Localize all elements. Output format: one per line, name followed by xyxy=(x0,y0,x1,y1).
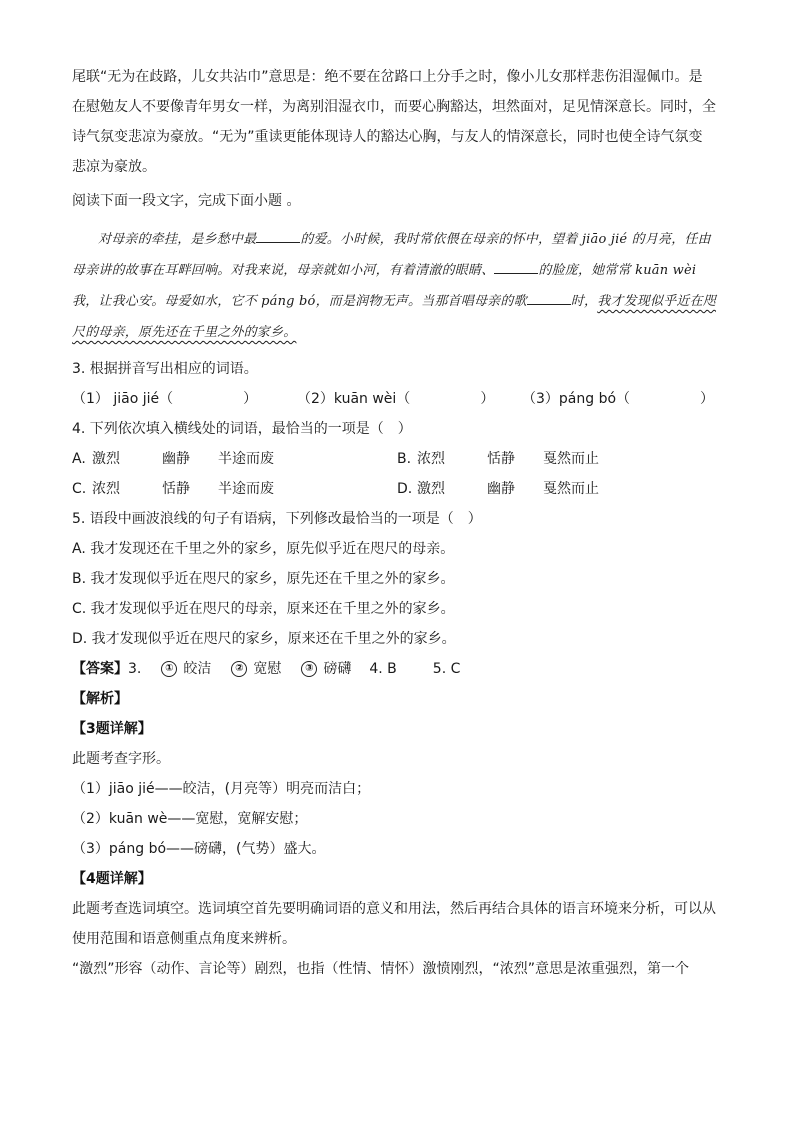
question-4-stem: 4. 下列依次填入横线处的词语，最恰当的一项是（ ） xyxy=(72,421,412,437)
option-a[interactable]: A. 激烈 幽静 半途而废 xyxy=(72,451,274,467)
answer-q5: 5. C xyxy=(432,661,461,677)
option-b[interactable]: B. 浓烈 恬静 戛然而止 xyxy=(397,451,599,467)
detail-3-line: 此题考查字形。 xyxy=(72,751,170,767)
answer-word-2: 宽慰 xyxy=(253,661,282,677)
detail-3-line: （1）jiāo jié——皎洁，(月亮等）明亮而洁白； xyxy=(72,781,371,797)
detail-3-tag: 【3题详解】 xyxy=(72,721,152,737)
document-page xyxy=(72,62,722,984)
passage-text: 的脸庞，她常常 kuān wèi 我，让我心安。母爱如水，它不 páng bó，而是润物无声。当那首唱母亲的歌 xyxy=(72,263,697,309)
answer-line xyxy=(72,654,722,684)
detail-4-line: “激烈”形容（动作、言论等）剧烈，也指（性情、情怀）激愤刚烈，“浓烈”意思是浓重强烈，第一个 xyxy=(72,961,690,977)
detail-3-line: （2）kuān wè——宽慰，宽解安慰； xyxy=(72,811,308,827)
question-4-options-row-1 xyxy=(72,444,722,474)
reading-intro: 阅读下面一段文字，完成下面小题 。 xyxy=(72,193,301,209)
text-line: 诗气氛变悲凉为豪放。“无为”重读更能体现诗人的豁达心胸，与友人的情深意长，同时也使全诗气氛变 xyxy=(72,129,703,145)
text-line: 悲凉为豪放。 xyxy=(72,159,156,175)
detail-4-line: 使用范围和语意侧重点角度来辨析。 xyxy=(72,931,296,947)
answer-q4: 4. B xyxy=(369,661,397,677)
pinyin-item-2: （2）kuān wèi（ ） xyxy=(297,391,495,407)
wavy-underlined-sentence: 我才发现似乎近在咫尺的母亲，原先还在千里之外的家乡。 xyxy=(72,294,716,340)
detail-4-tag: 【4题详解】 xyxy=(72,871,152,887)
fill-blank-3[interactable] xyxy=(527,290,571,305)
question-4-options-row-2 xyxy=(72,474,722,504)
reading-passage xyxy=(72,224,722,348)
question-5-stem: 5. 语段中画波浪线的句子有语病，下列修改最恰当的一项是（ ） xyxy=(72,511,482,527)
option-d[interactable]: D. 我才发现似乎近在咫尺的家乡，原来还在千里之外的家乡。 xyxy=(72,631,456,647)
option-d[interactable]: D. 激烈 幽静 戛然而止 xyxy=(397,481,599,497)
question-3-items xyxy=(72,384,722,414)
pinyin-item-3: （3）páng bó（ ） xyxy=(522,391,715,407)
answer-word-3: 磅礴 xyxy=(323,661,352,677)
passage-text: 的爱。小时候，我时常依偎在母亲的怀中，望着 jiāo jié 的月亮，任由母亲讲的故事在耳畔回响。对我来说，母亲就如小河，有着清澈的眼睛、 xyxy=(72,232,711,278)
answer-number: 3. xyxy=(128,661,142,677)
option-b[interactable]: B. 我才发现似乎近在咫尺的家乡，原先还在千里之外的家乡。 xyxy=(72,571,455,587)
option-c[interactable]: C. 浓烈 恬静 半途而废 xyxy=(72,481,274,497)
passage-text: 时， xyxy=(570,294,598,309)
option-c[interactable]: C. 我才发现似乎近在咫尺的母亲，原来还在千里之外的家乡。 xyxy=(72,601,455,617)
text-line: 尾联“无为在歧路，儿女共沾巾”意思是：绝不要在岔路口上分手之时，像小儿女那样悲伤泪湿佩巾。是 xyxy=(72,69,703,85)
passage-text: 对母亲的牵挂，是乡愁中最 xyxy=(98,232,257,247)
circle-number-3: ③ xyxy=(301,661,317,677)
detail-3-line: （3）páng bó——磅礴，(气势）盛大。 xyxy=(72,841,326,857)
text-line: 在慰勉友人不要像青年男女一样，为离别泪湿衣巾，而要心胸豁达，坦然面对，足见情深意长。同时，全 xyxy=(72,99,716,115)
answer-word-1: 皎洁 xyxy=(183,661,212,677)
option-a[interactable]: A. 我才发现还在千里之外的家乡，原先似乎近在咫尺的母亲。 xyxy=(72,541,455,557)
fill-blank-2[interactable] xyxy=(494,259,538,274)
analysis-tag: 【解析】 xyxy=(72,691,128,707)
question-3-stem: 3. 根据拼音写出相应的词语。 xyxy=(72,361,258,377)
answer-tag: 【答案】 xyxy=(72,661,128,677)
detail-4-line: 此题考查选词填空。选词填空首先要明确词语的意义和用法，然后再结合具体的语言环境来分析，可以从 xyxy=(72,901,716,917)
fill-blank-1[interactable] xyxy=(256,228,300,243)
circle-number-2: ② xyxy=(231,661,247,677)
pinyin-item-1: （1） jiāo jié（ ） xyxy=(72,391,258,407)
circle-number-1: ① xyxy=(161,661,177,677)
top-paragraph xyxy=(72,62,722,182)
